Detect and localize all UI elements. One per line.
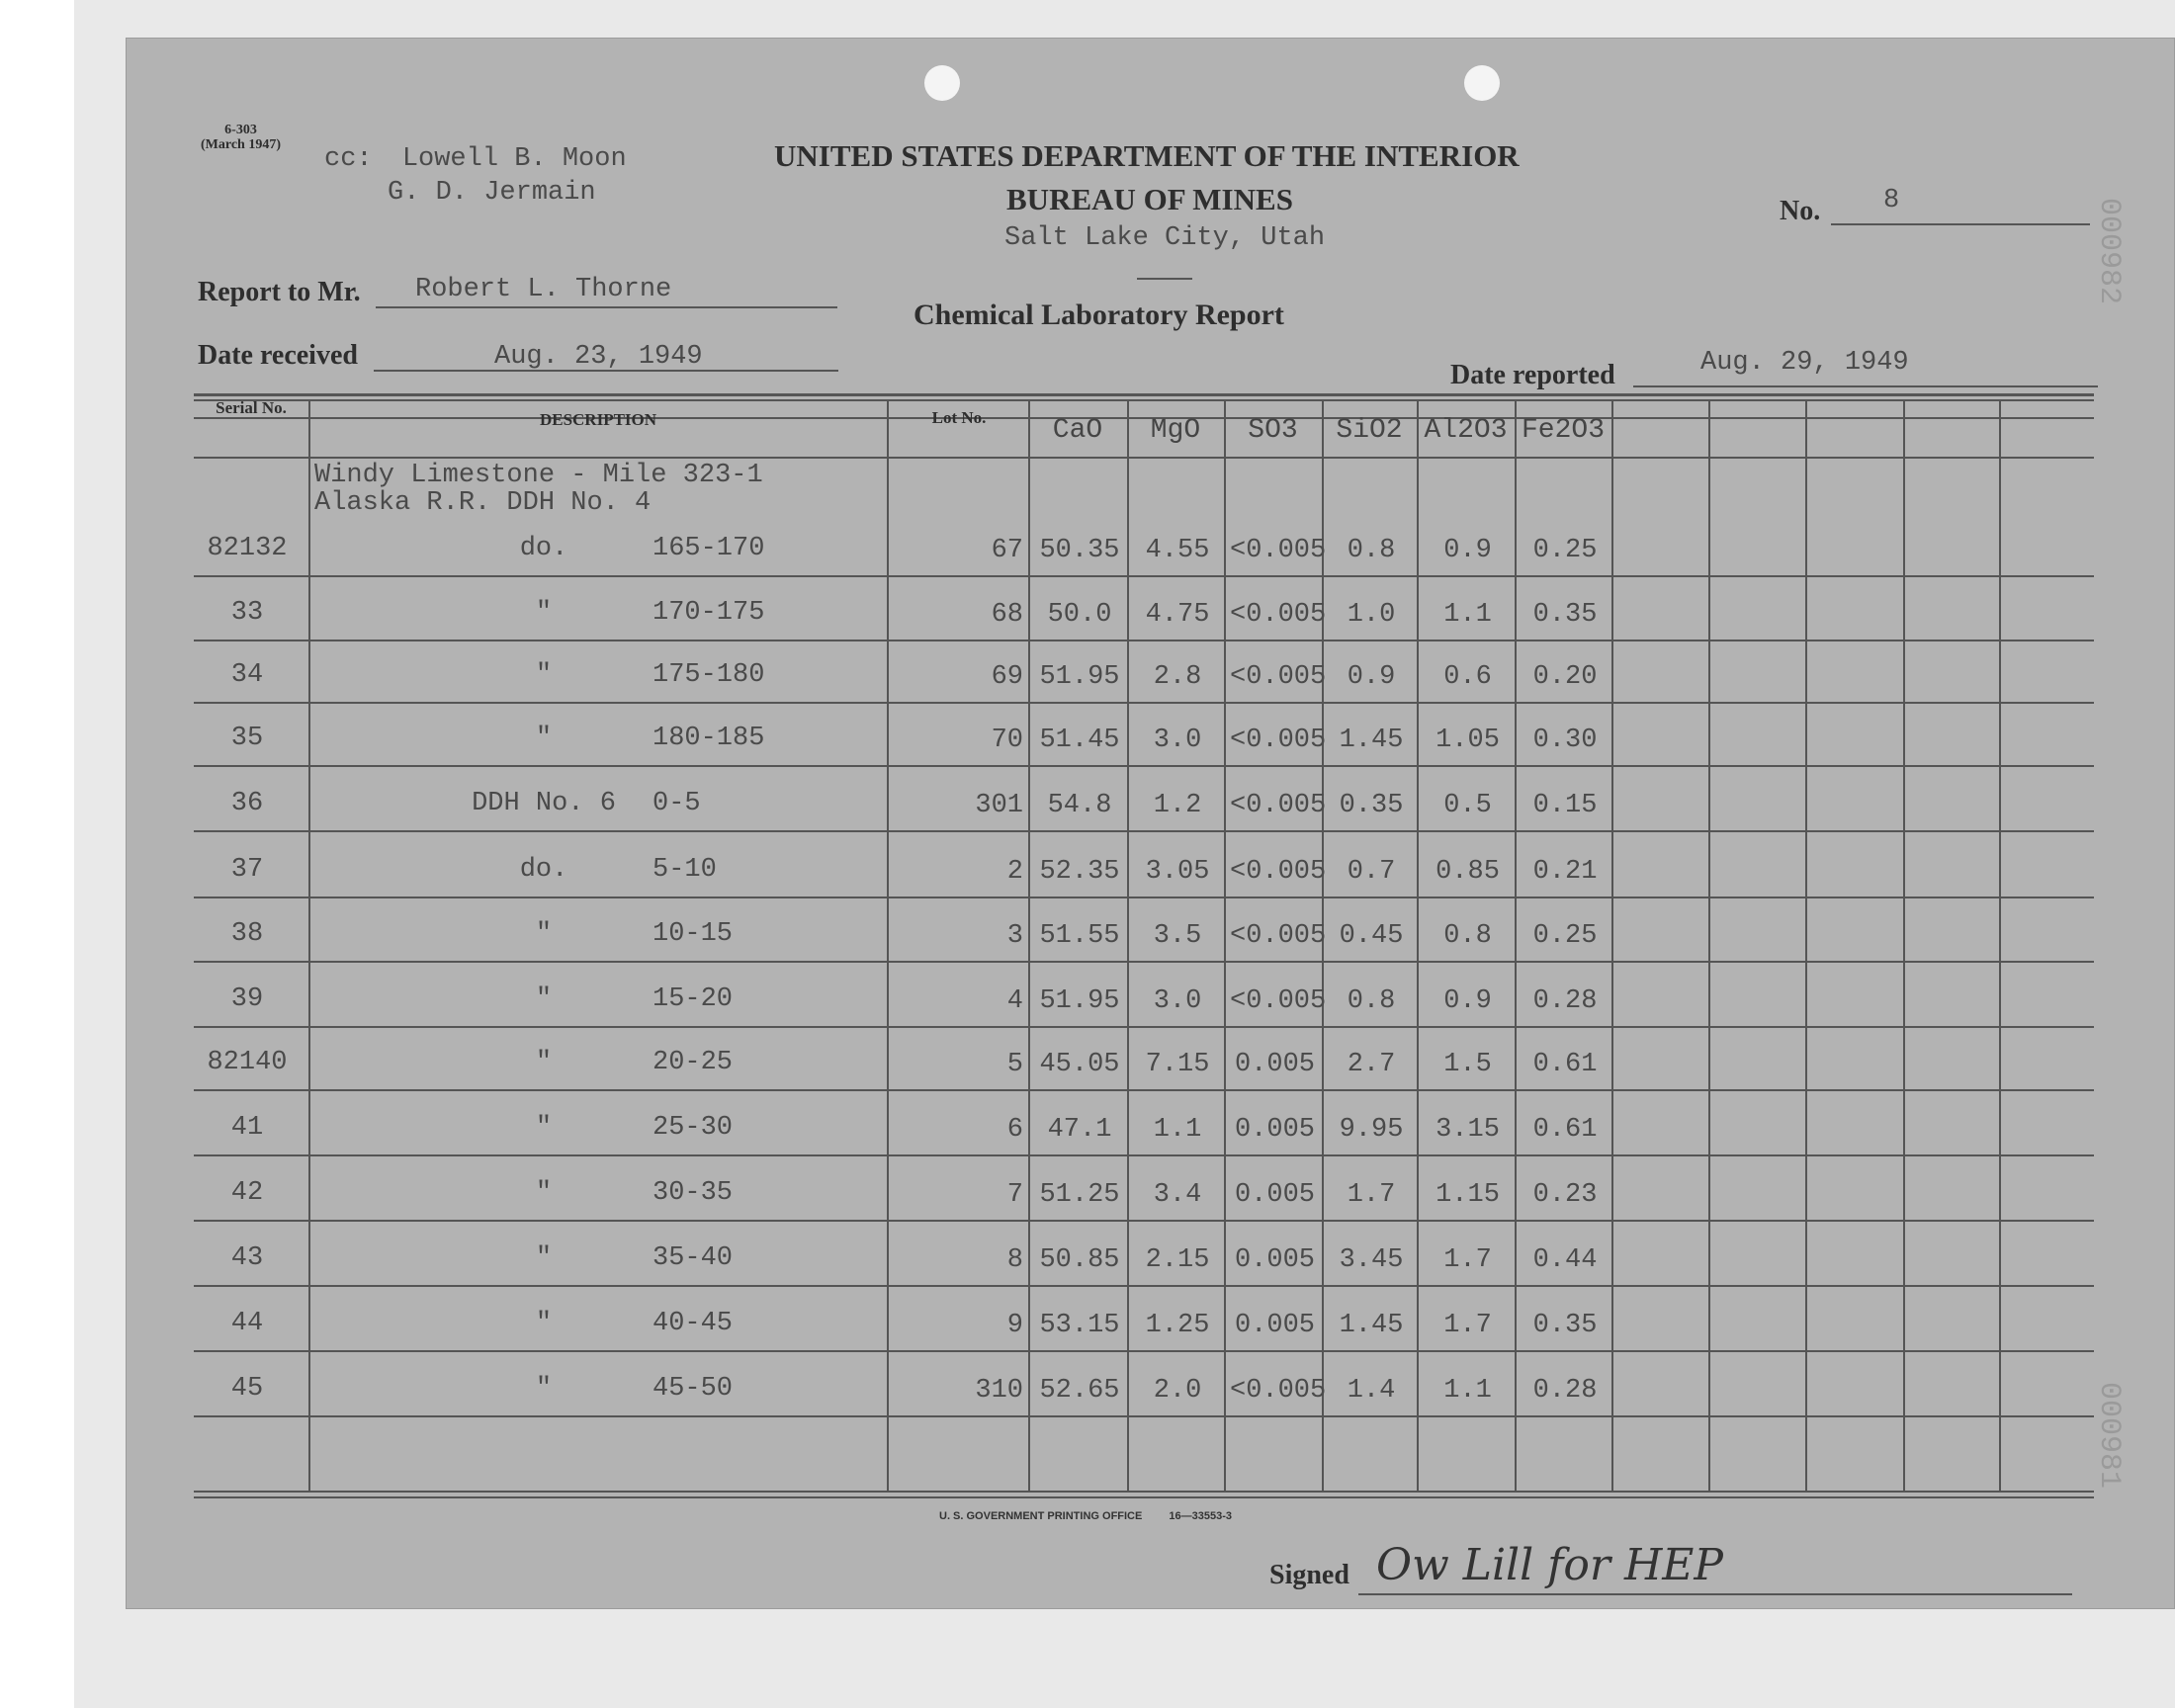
depth-range: 180-185: [652, 724, 765, 753]
so3-value: 0.005: [1234, 1115, 1315, 1145]
description-name: do.: [519, 534, 568, 563]
column-rule: [1515, 399, 1517, 1491]
so3-value: 0.005: [1234, 1311, 1315, 1340]
so3-value: <0.005: [1230, 662, 1327, 692]
description-intro: Windy Limestone - Mile 323-1: [314, 461, 763, 490]
serial-number: 44: [230, 1309, 264, 1338]
mgo-value: 3.0: [1153, 726, 1202, 755]
table-rule: [194, 1154, 2094, 1156]
serial-number: 42: [230, 1178, 264, 1208]
report-to-name: Robert L. Thorne: [415, 275, 672, 304]
al2o3-value: 0.9: [1443, 986, 1492, 1016]
report-to-label: Report to Mr.: [198, 277, 361, 307]
mgo-value: 3.4: [1153, 1180, 1202, 1210]
description-name: ": [535, 1048, 553, 1077]
sio2-value: 1.45: [1339, 726, 1404, 755]
serial-number: 38: [230, 919, 264, 949]
fe2o3-value: 0.25: [1532, 536, 1598, 565]
table-rule: [194, 897, 2094, 898]
mgo-header: MgO: [1150, 415, 1201, 446]
column-rule: [1903, 399, 1905, 1491]
fe2o3-value: 0.61: [1532, 1050, 1598, 1079]
table-rule: [194, 1089, 2094, 1091]
cao-value: 52.35: [1039, 857, 1120, 887]
sio2-value: 1.7: [1347, 1180, 1396, 1210]
mgo-value: 2.8: [1153, 662, 1202, 692]
date-received-value: Aug. 23, 1949: [494, 342, 703, 372]
table-rule: [194, 830, 2094, 832]
lot-number: 67: [991, 536, 1023, 565]
signature-line: [1358, 1593, 2072, 1595]
column-rule: [1708, 399, 1710, 1491]
so3-value: <0.005: [1230, 857, 1327, 887]
so3-value: 0.005: [1234, 1245, 1315, 1275]
lot-number: 8: [1006, 1245, 1023, 1275]
lot-number: 301: [975, 791, 1023, 820]
serial-number: 37: [230, 855, 264, 885]
cao-value: 53.15: [1039, 1311, 1120, 1340]
fe2o3-header: Fe2O3: [1521, 415, 1605, 446]
punch-hole: [1464, 65, 1500, 101]
description-name: ": [535, 724, 553, 753]
table-rule: [194, 1285, 2094, 1287]
column-rule: [1127, 399, 1129, 1491]
table-rule: [194, 1415, 2094, 1417]
table-rule: [194, 457, 2094, 459]
fe2o3-value: 0.25: [1532, 921, 1598, 951]
al2o3-value: 1.1: [1443, 1376, 1492, 1406]
serial-number: 36: [230, 789, 264, 818]
cao-value: 51.25: [1039, 1180, 1120, 1210]
lot-number: 310: [975, 1376, 1023, 1406]
date-reported-value: Aug. 29, 1949: [1700, 348, 1909, 378]
cao-value: 51.95: [1039, 662, 1120, 692]
report-title: Chemical Laboratory Report: [914, 299, 1284, 331]
sio2-header: SiO2: [1336, 415, 1403, 446]
signature: Ow Lill for HEP: [1376, 1540, 1724, 1590]
fe2o3-value: 0.28: [1532, 1376, 1598, 1406]
depth-range: 0-5: [652, 789, 701, 818]
depth-range: 20-25: [652, 1048, 734, 1077]
depth-range: 15-20: [652, 984, 734, 1014]
table-rule: [194, 765, 2094, 767]
depth-range: 5-10: [652, 855, 717, 885]
sio2-value: 0.9: [1347, 662, 1396, 692]
al2o3-value: 0.85: [1436, 857, 1500, 887]
description-name: ": [535, 660, 553, 690]
report-number-label: No.: [1780, 196, 1821, 226]
cao-value: 51.95: [1039, 986, 1120, 1016]
fe2o3-value: 0.61: [1532, 1115, 1598, 1145]
sio2-value: 0.8: [1347, 536, 1396, 565]
sio2-value: 2.7: [1347, 1050, 1396, 1079]
sio2-value: 1.0: [1347, 600, 1396, 630]
table-rule: [194, 1350, 2094, 1352]
location: Salt Lake City, Utah: [1004, 223, 1326, 253]
sio2-value: 0.45: [1339, 921, 1404, 951]
header-rule: [1137, 278, 1192, 280]
signed-label: Signed: [1269, 1560, 1349, 1590]
mgo-value: 3.05: [1145, 857, 1210, 887]
depth-range: 165-170: [652, 534, 765, 563]
depth-range: 35-40: [652, 1243, 734, 1273]
column-rule: [308, 399, 310, 1491]
report-number-line: [1831, 223, 2090, 225]
serial-number: 33: [230, 598, 264, 628]
al2o3-value: 0.5: [1443, 791, 1492, 820]
form-date: (March 1947): [201, 137, 281, 152]
so3-value: <0.005: [1230, 600, 1327, 630]
fe2o3-value: 0.28: [1532, 986, 1598, 1016]
column-rule: [1417, 399, 1419, 1491]
serial-number: 45: [230, 1374, 264, 1404]
description-name: ": [535, 984, 553, 1014]
depth-range: 25-30: [652, 1113, 734, 1143]
cc-label: cc:: [324, 144, 373, 174]
description-name: ": [535, 1178, 553, 1208]
column-rule: [887, 399, 889, 1491]
lot-number: 69: [991, 662, 1023, 692]
fe2o3-value: 0.21: [1532, 857, 1598, 887]
al2o3-value: 1.5: [1443, 1050, 1492, 1079]
cao-value: 52.65: [1039, 1376, 1120, 1406]
so3-header: SO3: [1248, 415, 1298, 446]
al2o3-value: 1.15: [1436, 1180, 1500, 1210]
archive-stamp: 000982: [2092, 198, 2126, 305]
sio2-value: 1.45: [1339, 1311, 1404, 1340]
al2o3-header: Al2O3: [1424, 415, 1508, 446]
table-rule: [194, 1496, 2094, 1498]
date-reported-label: Date reported: [1450, 360, 1615, 390]
depth-range: 45-50: [652, 1374, 734, 1404]
cao-value: 51.55: [1039, 921, 1120, 951]
al2o3-value: 1.1: [1443, 600, 1492, 630]
cc-block: [324, 142, 627, 176]
cao-value: 51.45: [1039, 726, 1120, 755]
depth-range: 40-45: [652, 1309, 734, 1338]
table-rule: [194, 1491, 2094, 1493]
fe2o3-value: 0.15: [1532, 791, 1598, 820]
cao-value: 45.05: [1039, 1050, 1120, 1079]
fe2o3-value: 0.30: [1532, 726, 1598, 755]
table-rule: [194, 399, 2094, 401]
column-rule: [1611, 399, 1613, 1491]
so3-value: <0.005: [1230, 921, 1327, 951]
fe2o3-value: 0.35: [1532, 1311, 1598, 1340]
so3-value: <0.005: [1230, 1376, 1327, 1406]
table-rule: [194, 575, 2094, 577]
description-name: ": [535, 1243, 553, 1273]
so3-value: <0.005: [1230, 726, 1327, 755]
table-rule: [194, 393, 2094, 396]
form-number: [201, 123, 281, 152]
date-received-label: Date received: [198, 340, 358, 371]
table-rule: [194, 1220, 2094, 1222]
lot-number: 70: [991, 726, 1023, 755]
description-intro: Alaska R.R. DDH No. 4: [314, 488, 652, 518]
cao-header: CaO: [1052, 415, 1103, 446]
lot-header: Lot No.: [931, 408, 987, 427]
so3-value: <0.005: [1230, 986, 1327, 1016]
column-rule: [1805, 399, 1807, 1491]
depth-range: 10-15: [652, 919, 734, 949]
archive-stamp: 000981: [2092, 1382, 2126, 1490]
mgo-value: 7.15: [1145, 1050, 1210, 1079]
cao-value: 50.0: [1047, 600, 1112, 630]
mgo-value: 3.0: [1153, 986, 1202, 1016]
sio2-value: 9.95: [1339, 1115, 1404, 1145]
report-number: 8: [1883, 186, 1900, 215]
description-name: ": [535, 598, 553, 628]
mgo-value: 2.0: [1153, 1376, 1202, 1406]
serial-header: Serial No.: [216, 398, 287, 417]
lot-number: 7: [1006, 1180, 1023, 1210]
form-number-value: 6-303: [224, 123, 257, 137]
so3-value: 0.005: [1234, 1180, 1315, 1210]
serial-number: 82132: [207, 534, 288, 563]
mgo-value: 4.75: [1145, 600, 1210, 630]
bureau-title: BUREAU OF MINES: [1006, 182, 1293, 216]
description-name: ": [535, 1374, 553, 1404]
date-received-line: [374, 370, 838, 372]
so3-value: <0.005: [1230, 536, 1327, 565]
cao-value: 50.85: [1039, 1245, 1120, 1275]
mgo-value: 2.15: [1145, 1245, 1210, 1275]
description-header: DESCRIPTION: [539, 410, 657, 429]
date-reported-line: [1633, 385, 2098, 387]
department-title: UNITED STATES DEPARTMENT OF THE INTERIOR: [774, 138, 1520, 173]
serial-number: 39: [230, 984, 264, 1014]
printing-code: 16—33553-3: [1169, 1510, 1233, 1522]
cc-name: Lowell B. Moon: [401, 144, 627, 174]
depth-range: 175-180: [652, 660, 765, 690]
description-name: DDH No. 6: [472, 789, 616, 818]
mgo-value: 1.1: [1153, 1115, 1202, 1145]
so3-value: <0.005: [1230, 791, 1327, 820]
description-name: ": [535, 1309, 553, 1338]
mgo-value: 1.25: [1145, 1311, 1210, 1340]
serial-number: 35: [230, 724, 264, 753]
printing-office-text: U. S. GOVERNMENT PRINTING OFFICE: [939, 1510, 1143, 1522]
printing-office: [939, 1510, 1232, 1522]
depth-range: 30-35: [652, 1178, 734, 1208]
table-rule: [194, 640, 2094, 641]
cao-value: 47.1: [1047, 1115, 1112, 1145]
sio2-value: 0.35: [1339, 791, 1404, 820]
lot-number: 9: [1006, 1311, 1023, 1340]
serial-number: 43: [230, 1243, 264, 1273]
serial-number: 82140: [207, 1048, 288, 1077]
mgo-value: 1.2: [1153, 791, 1202, 820]
sio2-value: 0.7: [1347, 857, 1396, 887]
column-rule: [1999, 399, 2001, 1491]
cao-value: 50.35: [1039, 536, 1120, 565]
column-rule: [1224, 399, 1226, 1491]
serial-number: 34: [230, 660, 264, 690]
lot-number: 3: [1006, 921, 1023, 951]
al2o3-value: 0.6: [1443, 662, 1492, 692]
al2o3-value: 3.15: [1436, 1115, 1500, 1145]
al2o3-value: 1.7: [1443, 1311, 1492, 1340]
sio2-value: 1.4: [1347, 1376, 1396, 1406]
column-rule: [1028, 399, 1030, 1491]
fe2o3-value: 0.35: [1532, 600, 1598, 630]
lot-number: 6: [1006, 1115, 1023, 1145]
table-rule: [194, 702, 2094, 704]
sio2-value: 0.8: [1347, 986, 1396, 1016]
fe2o3-value: 0.23: [1532, 1180, 1598, 1210]
depth-range: 170-175: [652, 598, 765, 628]
cc-name: G. D. Jermain: [388, 178, 596, 208]
fe2o3-value: 0.44: [1532, 1245, 1598, 1275]
al2o3-value: 0.9: [1443, 536, 1492, 565]
serial-number: 41: [230, 1113, 264, 1143]
lot-number: 4: [1006, 986, 1023, 1016]
al2o3-value: 0.8: [1443, 921, 1492, 951]
cao-value: 54.8: [1047, 791, 1112, 820]
description-name: do.: [519, 855, 568, 885]
description-name: ": [535, 1113, 553, 1143]
mgo-value: 3.5: [1153, 921, 1202, 951]
sio2-value: 3.45: [1339, 1245, 1404, 1275]
mgo-value: 4.55: [1145, 536, 1210, 565]
table-rule: [194, 1026, 2094, 1028]
punch-hole: [924, 65, 960, 101]
lot-number: 5: [1006, 1050, 1023, 1079]
description-name: ": [535, 919, 553, 949]
table-rule: [194, 961, 2094, 963]
report-sheet: [126, 38, 2175, 1609]
lot-number: 2: [1006, 857, 1023, 887]
al2o3-value: 1.05: [1436, 726, 1500, 755]
so3-value: 0.005: [1234, 1050, 1315, 1079]
report-to-line: [376, 306, 837, 308]
al2o3-value: 1.7: [1443, 1245, 1492, 1275]
lot-number: 68: [991, 600, 1023, 630]
fe2o3-value: 0.20: [1532, 662, 1598, 692]
